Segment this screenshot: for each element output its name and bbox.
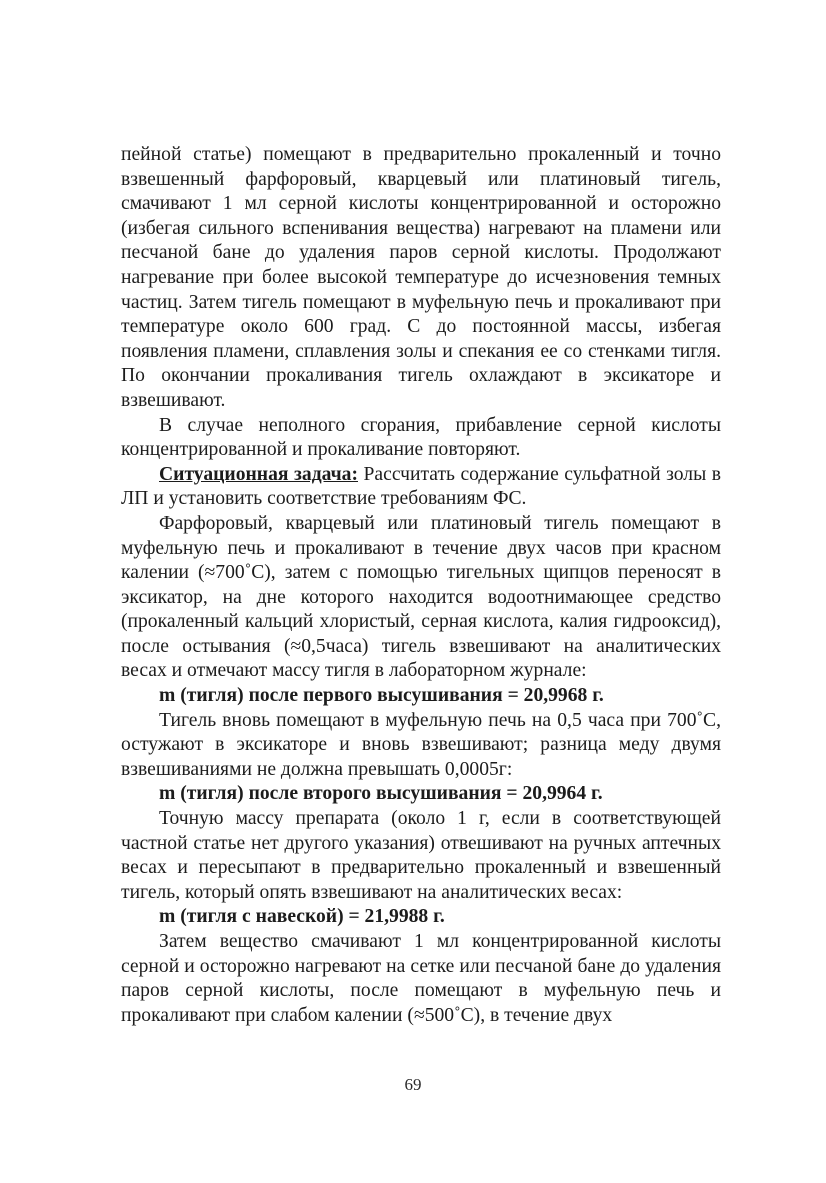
paragraph-2: В случае неполного сгорания, прибавление серной кислоты концентрированной и прокаливание повторяют. xyxy=(121,414,721,461)
measurement-2: m (тигля) после второго высушивания = 20,9964 г. xyxy=(159,783,603,805)
page-number: 69 xyxy=(404,1075,422,1094)
page-body xyxy=(121,143,721,1028)
task-text: Рассчитать содержание сульфатной золы в ЛП и установить соответствие требованиям ФС. xyxy=(121,463,722,510)
paragraph-5: Тигель вновь помещают в муфельную печь на 0,5 часа при 700˚С, остужают в эксикаторе и вновь взвешивают; разница меду двумя взвешиваниями не должна превышать 0,0005г: xyxy=(121,709,721,780)
task-heading: Ситуационная задача: xyxy=(159,463,358,485)
measurement-1: m (тигля) после первого высушивания = 20,9968 г. xyxy=(159,685,604,707)
measurement-3: m (тигля с навеской) = 21,9988 г. xyxy=(159,906,445,928)
paragraph-7: Затем вещество смачивают 1 мл концентрированной кислоты серной и осторожно нагревают на сетке или песчаной бане до удаления паров серной кислоты, после помещают в муфельную печь и прокаливают при слабом калении (≈500˚С), в течение двух xyxy=(121,931,721,1026)
paragraph-6: Точную массу препарата (около 1 г, если в соответствующей частной статье нет другого указания) отвешивают на ручных аптечных весах и пересыпают в предварительно прокаленный и взвешенный тигель, который опять взвешивают на аналитических весах: xyxy=(121,808,721,903)
paragraph-4: Фарфоровый, кварцевый или платиновый тигель помещают в муфельную печь и прокаливают в течение двух часов при красном калении (≈700˚С), затем с помощью тигельных щипцов переносят в эксикатор, на дне которого находится водоотнимающее средство (прокаленный кальций хлористый, серная кислота, калия гидрооксид), после остывания (≈0,5часа) тигель взвешивают на аналитических весах и отмечают массу тигля в лабораторном журнале: xyxy=(121,512,721,682)
paragraph-1: пейной статье) помещают в предварительно прокаленный и точно взвешенный фарфоровый, кварцевый или платиновый тигель, смачивают 1 мл серной кислоты концентрированной и осторожно (избегая сильного вспенивания вещества) нагревают на пламени или песчаной бане до удаления паров серной кислоты. Продолжают нагревание при более высокой температуре до исчезновения темных частиц. Затем тигель помещают в муфельную печь и прокаливают при температуре около 600 град. С до постоянной массы, избегая появления пламени, сплавления золы и спекания ее со стенками тигля. По окончании прокаливания тигель охлаждают в эксикаторе и взвешивают. xyxy=(121,144,721,411)
task-paragraph xyxy=(121,463,721,512)
